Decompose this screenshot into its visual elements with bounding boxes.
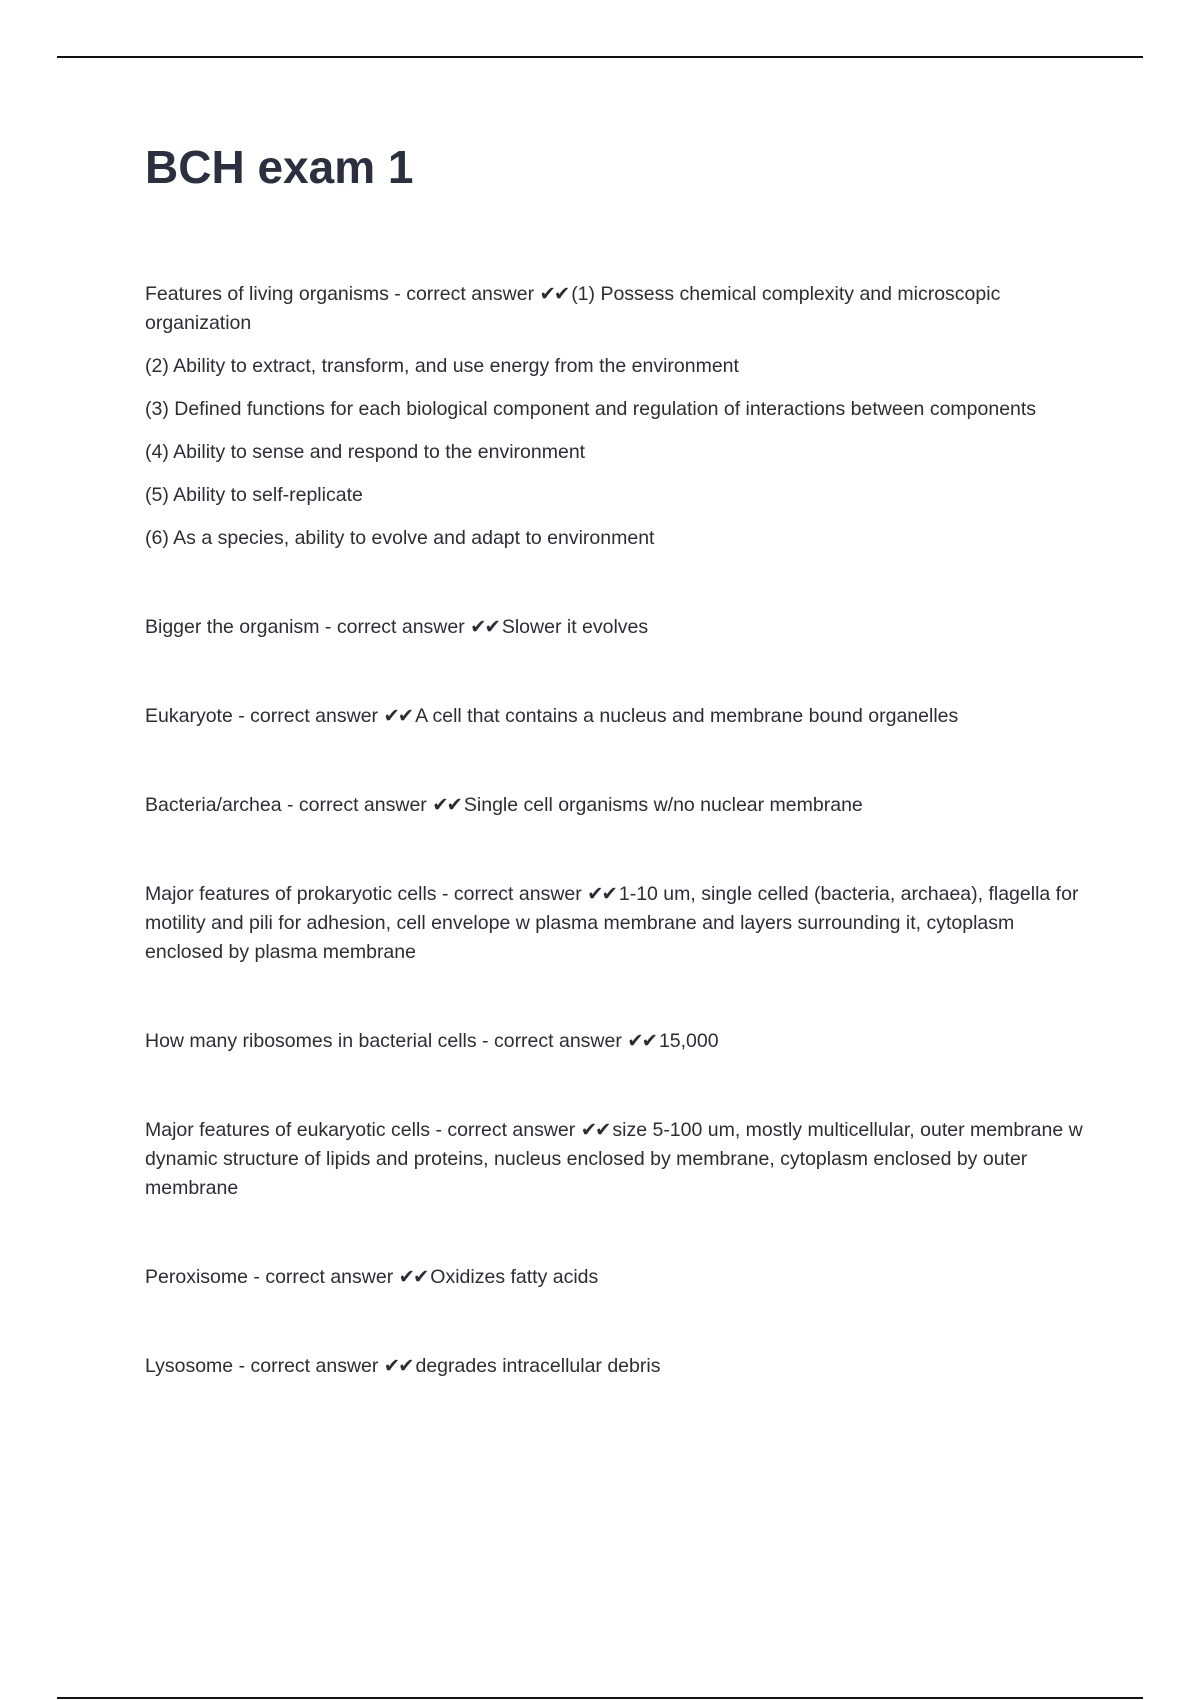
flashcard-list — [145, 280, 1085, 1381]
flashcard-answer: Single cell organisms w/no nuclear membrane — [463, 794, 863, 817]
flashcard-term: Peroxisome — [145, 1266, 248, 1289]
flashcard — [145, 1263, 1085, 1292]
checkmark-icon: ✔✔ — [383, 705, 413, 728]
checkmark-icon: ✔✔ — [432, 794, 461, 817]
checkmark-icon: ✔✔ — [587, 883, 616, 906]
flashcard-question-line: Features of living organisms - correct answer ✔✔ (1) Possess chemical complexity and microscopic organization — [145, 283, 1001, 335]
correct-answer-label: correct answer — [493, 1030, 622, 1053]
flashcard — [145, 1027, 1085, 1056]
checkmark-icon: ✔✔ — [627, 1030, 656, 1053]
flashcard-answer: (1) Possess chemical complexity and microscopic organization — [145, 283, 1001, 335]
flashcard-answer-line: (3) Defined functions for each biological component and regulation of interactions between components — [145, 398, 1037, 421]
flashcard-term: Bacteria/archea — [145, 794, 282, 817]
flashcard-answer: 15,000 — [658, 1030, 719, 1053]
flashcard-term: Features of living organisms — [145, 283, 389, 306]
document-page — [145, 140, 1085, 1441]
flashcard — [145, 1116, 1085, 1203]
flashcard — [145, 280, 1085, 553]
correct-answer-label: correct answer — [453, 883, 582, 906]
flashcard-answer: A cell that contains a nucleus and membrane bound organelles — [415, 705, 959, 728]
checkmark-icon: ✔✔ — [383, 1355, 413, 1378]
flashcard-question-line: Bacteria/archea - correct answer ✔✔ Single cell organisms w/no nuclear membrane — [145, 794, 863, 817]
correct-answer-label: correct answer — [406, 283, 535, 306]
flashcard-answer-line: (4) Ability to sense and respond to the environment — [145, 441, 586, 464]
flashcard-answer-line: (5) Ability to self-replicate — [145, 484, 363, 507]
correct-answer-label: correct answer — [265, 1266, 394, 1289]
flashcard-answer: degrades intracellular debris — [415, 1355, 661, 1378]
correct-answer-label: correct answer — [250, 1355, 379, 1378]
flashcard — [145, 702, 1085, 731]
flashcard-question-line: Major features of prokaryotic cells - correct answer ✔✔ 1-10 um, single celled (bacteria, archaea), flagella for motility and pili for adhesion, cell envelope w plasma membrane and layers surrounding it, cytoplasm enclosed by plasma membrane — [145, 883, 1079, 964]
flashcard-term: How many ribosomes in bacterial cells — [145, 1030, 477, 1053]
flashcard-term: Lysosome — [145, 1355, 234, 1378]
bottom-rule — [57, 1697, 1143, 1699]
flashcard-term: Eukaryote — [145, 705, 233, 728]
checkmark-icon: ✔✔ — [470, 616, 499, 639]
flashcard-question-line: How many ribosomes in bacterial cells - correct answer ✔✔ 15,000 — [145, 1030, 719, 1053]
flashcard-question-line: Major features of eukaryotic cells - correct answer ✔✔ size 5-100 um, mostly multicellular, outer membrane w dynamic structure of lipids and proteins, nucleus enclosed by membrane, cytoplasm enclosed by outer membrane — [145, 1119, 1083, 1200]
correct-answer-label: correct answer — [250, 705, 379, 728]
flashcard-answer-line: (2) Ability to extract, transform, and use energy from the environment — [145, 355, 739, 378]
flashcard-term: Major features of eukaryotic cells — [145, 1119, 431, 1142]
correct-answer-label: correct answer — [447, 1119, 576, 1142]
document-title: BCH exam 1 — [145, 141, 414, 193]
top-rule — [57, 56, 1143, 58]
correct-answer-label: correct answer — [298, 794, 427, 817]
checkmark-icon: ✔✔ — [539, 283, 569, 306]
flashcard — [145, 791, 1085, 820]
checkmark-icon: ✔✔ — [580, 1119, 610, 1142]
flashcard-question-line: Peroxisome - correct answer ✔✔ Oxidizes fatty acids — [145, 1266, 599, 1289]
correct-answer-label: correct answer — [336, 616, 465, 639]
checkmark-icon: ✔✔ — [398, 1266, 428, 1289]
flashcard-question-line: Eukaryote - correct answer ✔✔ A cell that contains a nucleus and membrane bound organelles — [145, 705, 959, 728]
flashcard-term: Bigger the organism — [145, 616, 320, 639]
flashcard-question-line: Lysosome - correct answer ✔✔ degrades intracellular debris — [145, 1355, 661, 1378]
flashcard-term: Major features of prokaryotic cells — [145, 883, 437, 906]
flashcard — [145, 880, 1085, 967]
flashcard — [145, 1352, 1085, 1381]
flashcard-answer: Slower it evolves — [501, 616, 649, 639]
flashcard-answer: 1-10 um, single celled (bacteria, archaea), flagella for motility and pili for adhesion, cell envelope w plasma membrane and layers surrounding it, cytoplasm enclosed by plasma membrane — [145, 883, 1079, 964]
flashcard-question-line: Bigger the organism - correct answer ✔✔ Slower it evolves — [145, 616, 649, 639]
flashcard-answer: Oxidizes fatty acids — [430, 1266, 599, 1289]
flashcard-answer-line: (6) As a species, ability to evolve and adapt to environment — [145, 527, 655, 550]
flashcard — [145, 613, 1085, 642]
flashcard-answer: size 5-100 um, mostly multicellular, outer membrane w dynamic structure of lipids and proteins, nucleus enclosed by membrane, cytoplasm enclosed by outer membrane — [145, 1119, 1083, 1200]
